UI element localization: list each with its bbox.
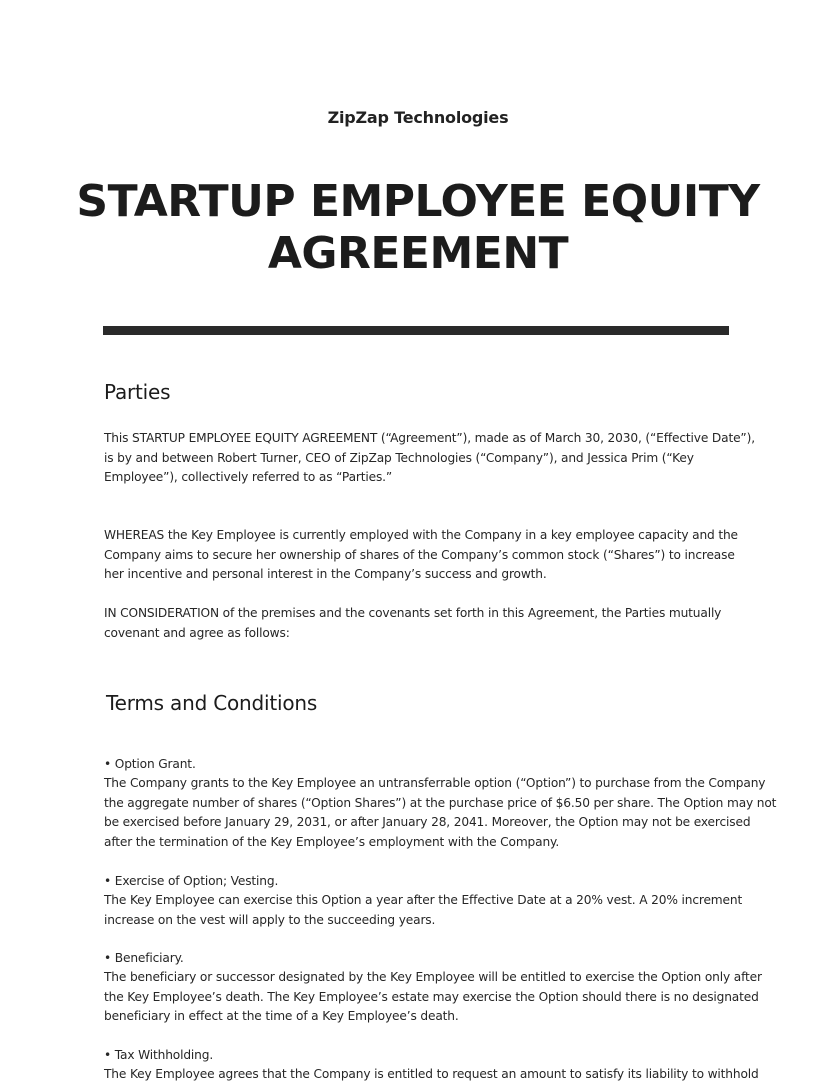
whereas-paragraph: WHEREAS the Key Employee is currently employed with the Company in a key employee capacity and the Company aims to secure her ownership of shares of the Company’s common stock (“Shares”) to increase her incentive and personal interest in the Company’s success and growth. bbox=[104, 528, 738, 582]
section-heading-terms: Terms and Conditions bbox=[106, 691, 318, 715]
section-heading-parties: Parties bbox=[104, 380, 171, 404]
term-title-beneficiary: • Beneficiary. bbox=[104, 951, 184, 965]
document-title: STARTUP EMPLOYEE EQUITY AGREEMENT bbox=[76, 176, 760, 279]
company-name: ZipZap Technologies bbox=[327, 108, 509, 127]
term-title-tax-withholding: • Tax Withholding. bbox=[104, 1048, 214, 1062]
parties-paragraph: This STARTUP EMPLOYEE EQUITY AGREEMENT (“Agreement”), made as of March 30, 2030, (“Effective Date”), is by and between Robert Turner, CEO of ZipZap Technologies (“Company”), and Jessica Prim (“Key Employee”), collectively referred to as “Parties.” bbox=[104, 431, 755, 485]
term-body-option-grant: The Company grants to the Key Employee an untransferrable option (“Option”) to purchase from the Company the aggregate number of shares (“Option Shares”) at the purchase price of $6.50 per share. The Option may not be exercised before January 29, 2031, or after January 28, 2041. Moreover, the Option may not be exercised after the termination of the Key Employee’s employment with the Company. bbox=[104, 776, 777, 849]
title-divider bbox=[103, 326, 729, 335]
consideration-paragraph: IN CONSIDERATION of the premises and the covenants set forth in this Agreement, the Parties mutually covenant and agree as follows: bbox=[104, 606, 722, 640]
term-body-tax-withholding: The Key Employee agrees that the Company is entitled to request an amount to satisfy its liability to withhold bbox=[104, 1067, 759, 1081]
term-body-beneficiary: The beneficiary or successor designated by the Key Employee will be entitled to exercise the Option only after the Key Employee’s death. The Key Employee’s estate may exercise the Option should there is no designated beneficiary in effect at the time of a Key Employee’s death. bbox=[104, 970, 762, 1024]
term-title-option-grant: • Option Grant. bbox=[104, 757, 196, 771]
term-body-exercise: The Key Employee can exercise this Option a year after the Effective Date at a 20% vest. A 20% increment increase on the vest will apply to the succeeding years. bbox=[104, 893, 743, 927]
term-title-exercise: • Exercise of Option; Vesting. bbox=[104, 874, 279, 888]
